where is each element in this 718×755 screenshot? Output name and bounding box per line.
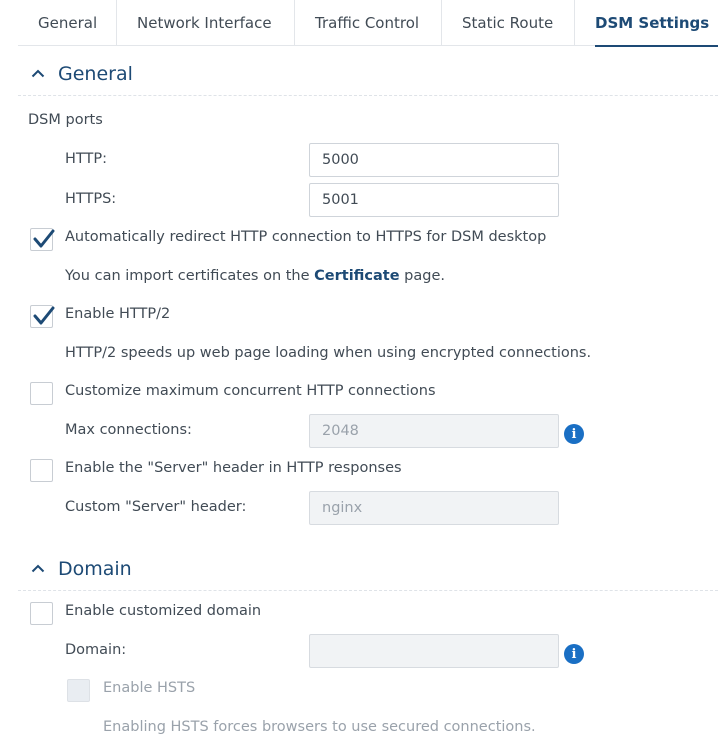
certificate-hint-suffix: page. (399, 268, 446, 284)
hsts-description: Enabling HSTS forces browsers to use secured connections. (103, 719, 536, 735)
tab-general[interactable]: General (18, 0, 117, 46)
http-port-label: HTTP: (65, 151, 107, 167)
http2-checkbox[interactable] (30, 305, 53, 328)
max-connections-checkbox-label: Customize maximum concurrent HTTP connections (65, 383, 436, 399)
hsts-checkbox[interactable] (67, 679, 90, 702)
server-header-checkbox-label: Enable the "Server" header in HTTP responses (65, 460, 402, 476)
checkmark-icon (32, 304, 56, 328)
http2-description: HTTP/2 speeds up web page loading when using encrypted connections. (65, 345, 592, 361)
domain-section-title: Domain (58, 557, 132, 580)
http-port-input[interactable]: 5000 (309, 143, 559, 177)
tab-network-interface[interactable]: Network Interface (117, 0, 295, 46)
info-icon[interactable]: i (564, 644, 584, 664)
custom-server-header-input[interactable]: nginx (309, 491, 559, 525)
domain-input[interactable] (309, 634, 559, 668)
custom-server-header-label: Custom "Server" header: (65, 499, 247, 515)
domain-label: Domain: (65, 642, 127, 658)
general-section-title: General (58, 62, 133, 85)
chevron-up-icon (18, 69, 58, 78)
custom-domain-checkbox[interactable] (30, 602, 53, 625)
server-header-checkbox[interactable] (30, 459, 53, 482)
certificate-hint (65, 268, 445, 284)
tab-bar (18, 0, 718, 46)
general-section-header[interactable] (18, 52, 718, 96)
tab-traffic-control[interactable]: Traffic Control (295, 0, 442, 46)
dsm-ports-label: DSM ports (28, 112, 103, 128)
info-icon[interactable]: i (564, 424, 584, 444)
max-connections-label: Max connections: (65, 422, 192, 438)
tab-dsm-settings[interactable]: DSM Settings (575, 0, 718, 46)
checkmark-icon (32, 227, 56, 251)
https-port-label: HTTPS: (65, 191, 117, 207)
max-connections-input[interactable]: 2048 (309, 414, 559, 448)
certificate-hint-prefix: You can import certificates on the (65, 268, 315, 284)
redirect-https-checkbox[interactable] (30, 228, 53, 251)
certificate-link[interactable]: Certificate (314, 268, 400, 284)
https-port-input[interactable]: 5001 (309, 183, 559, 217)
chevron-up-icon (18, 564, 58, 573)
redirect-https-label: Automatically redirect HTTP connection to HTTPS for DSM desktop (65, 229, 547, 245)
max-connections-checkbox[interactable] (30, 382, 53, 405)
domain-section-header[interactable] (18, 547, 718, 591)
hsts-label: Enable HSTS (103, 680, 196, 696)
tab-static-route[interactable]: Static Route (442, 0, 575, 46)
http2-label: Enable HTTP/2 (65, 306, 171, 322)
custom-domain-label: Enable customized domain (65, 603, 262, 619)
